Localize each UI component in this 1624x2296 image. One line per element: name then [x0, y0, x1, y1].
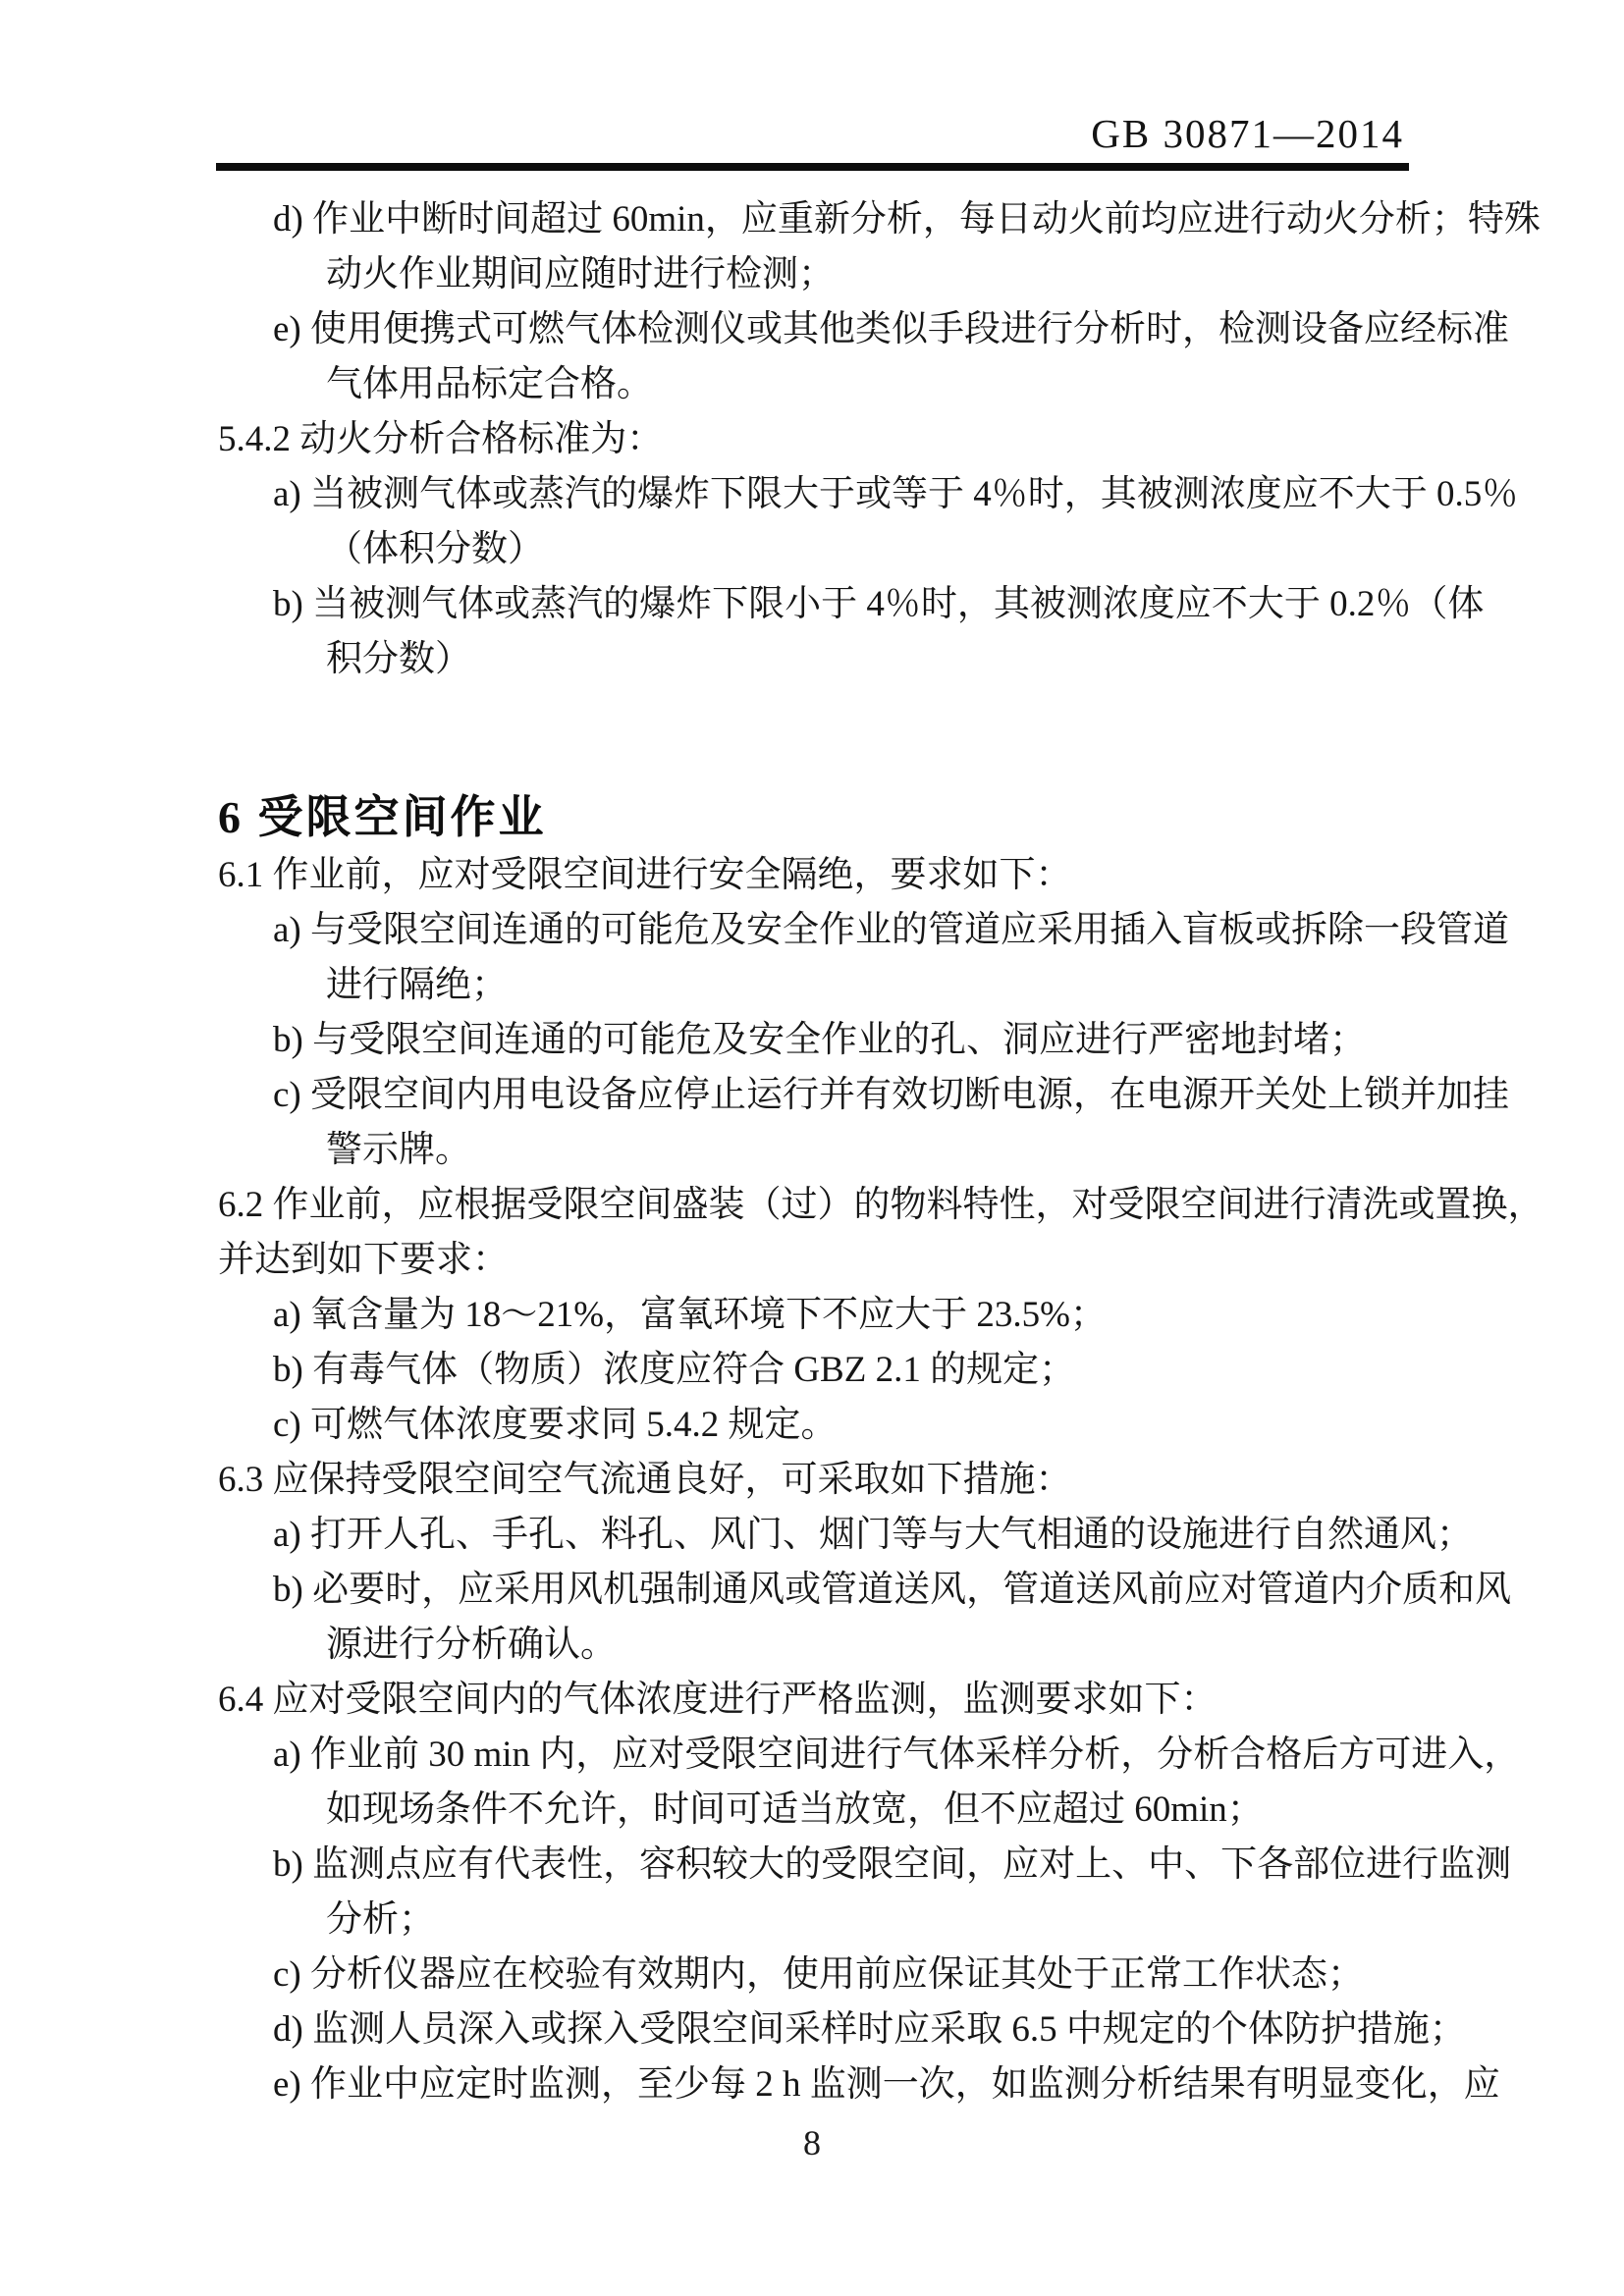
- line-61-c-1: c) 受限空间内用电设备应停止运行并有效切断电源，在电源开关处上锁并加挂: [273, 1075, 1509, 1115]
- line-62-c: c) 可燃气体浓度要求同 5.4.2 规定。: [273, 1405, 838, 1445]
- line-62-b: b) 有毒气体（物质）浓度应符合 GBZ 2.1 的规定；: [273, 1350, 1076, 1390]
- line-61-a-1: a) 与受限空间连通的可能危及安全作业的管道应采用插入盲板或拆除一段管道: [273, 910, 1509, 950]
- line-64-c: c) 分析仪器应在校验有效期内，使用前应保证其处于正常工作状态；: [273, 1954, 1364, 1995]
- clause-6-3: 6.3 应保持受限空间空气流通良好，可采取如下措施：: [218, 1460, 1072, 1500]
- line-62-a: a) 氧含量为 18～21%，富氧环境下不应大于 23.5%；: [273, 1295, 1107, 1335]
- clause-5-4-2: 5.4.2 动火分析合格标准为：: [218, 419, 664, 459]
- clause-6-2-1: 6.2 作业前，应根据受限空间盛装（过）的物料特性，对受限空间进行清洗或置换，: [218, 1185, 1544, 1225]
- line-61-a-2: 进行隔绝；: [326, 965, 508, 1005]
- clause-6-1: 6.1 作业前，应对受限空间进行安全隔绝，要求如下：: [218, 855, 1072, 895]
- section-6-title: 6 受限空间作业: [218, 792, 547, 842]
- line-64-b-2: 分析；: [326, 1899, 435, 1940]
- line-542-b-1: b) 当被测气体或蒸汽的爆炸下限小于 4％时，其被测浓度应不大于 0.2％（体: [273, 584, 1485, 624]
- line-d-1: d) 作业中断时间超过 60min，应重新分析，每日动火前均应进行动火分析；特殊: [273, 199, 1541, 240]
- line-542-a-1: a) 当被测气体或蒸汽的爆炸下限大于或等于 4％时，其被测浓度应不大于 0.5％: [273, 474, 1519, 514]
- line-61-b: b) 与受限空间连通的可能危及安全作业的孔、洞应进行严密地封堵；: [273, 1020, 1367, 1060]
- line-d-2: 动火作业期间应随时进行检测；: [326, 254, 835, 294]
- line-64-a-2: 如现场条件不允许，时间可适当放宽，但不应超过 60min；: [326, 1789, 1264, 1830]
- line-63-b-2: 源进行分析确认。: [326, 1625, 617, 1665]
- line-542-a-2: （体积分数）: [326, 529, 544, 569]
- standard-number: GB 30871—2014: [1091, 111, 1404, 156]
- line-64-d: d) 监测人员深入或探入受限空间采样时应采取 6.5 中规定的个体防护措施；: [273, 2009, 1466, 2050]
- page-number: 8: [803, 2123, 821, 2163]
- line-64-e: e) 作业中应定时监测，至少每 2 h 监测一次，如监测分析结果有明显变化，应: [273, 2064, 1500, 2105]
- line-542-b-2: 积分数）: [326, 639, 471, 679]
- body-text: [218, 192, 1544, 2112]
- line-61-c-2: 警示牌。: [326, 1130, 471, 1170]
- line-64-b-1: b) 监测点应有代表性，容积较大的受限空间，应对上、中、下各部位进行监测: [273, 1844, 1512, 1885]
- clause-6-2-2: 并达到如下要求：: [218, 1240, 509, 1280]
- line-64-a-1: a) 作业前 30 min 内，应对受限空间进行气体采样分析，分析合格后方可进入，: [273, 1735, 1521, 1775]
- line-e-2: 气体用品标定合格。: [326, 364, 653, 404]
- header-rule: [216, 163, 1409, 171]
- line-63-a: a) 打开人孔、手孔、料孔、风门、烟门等与大气相通的设施进行自然通风；: [273, 1515, 1473, 1555]
- line-63-b-1: b) 必要时，应采用风机强制通风或管道送风，管道送风前应对管道内介质和风: [273, 1570, 1512, 1610]
- clause-6-4: 6.4 应对受限空间内的气体浓度进行严格监测，监测要求如下：: [218, 1680, 1218, 1720]
- line-e-1: e) 使用便携式可燃气体检测仪或其他类似手段进行分析时，检测设备应经标准: [273, 309, 1509, 349]
